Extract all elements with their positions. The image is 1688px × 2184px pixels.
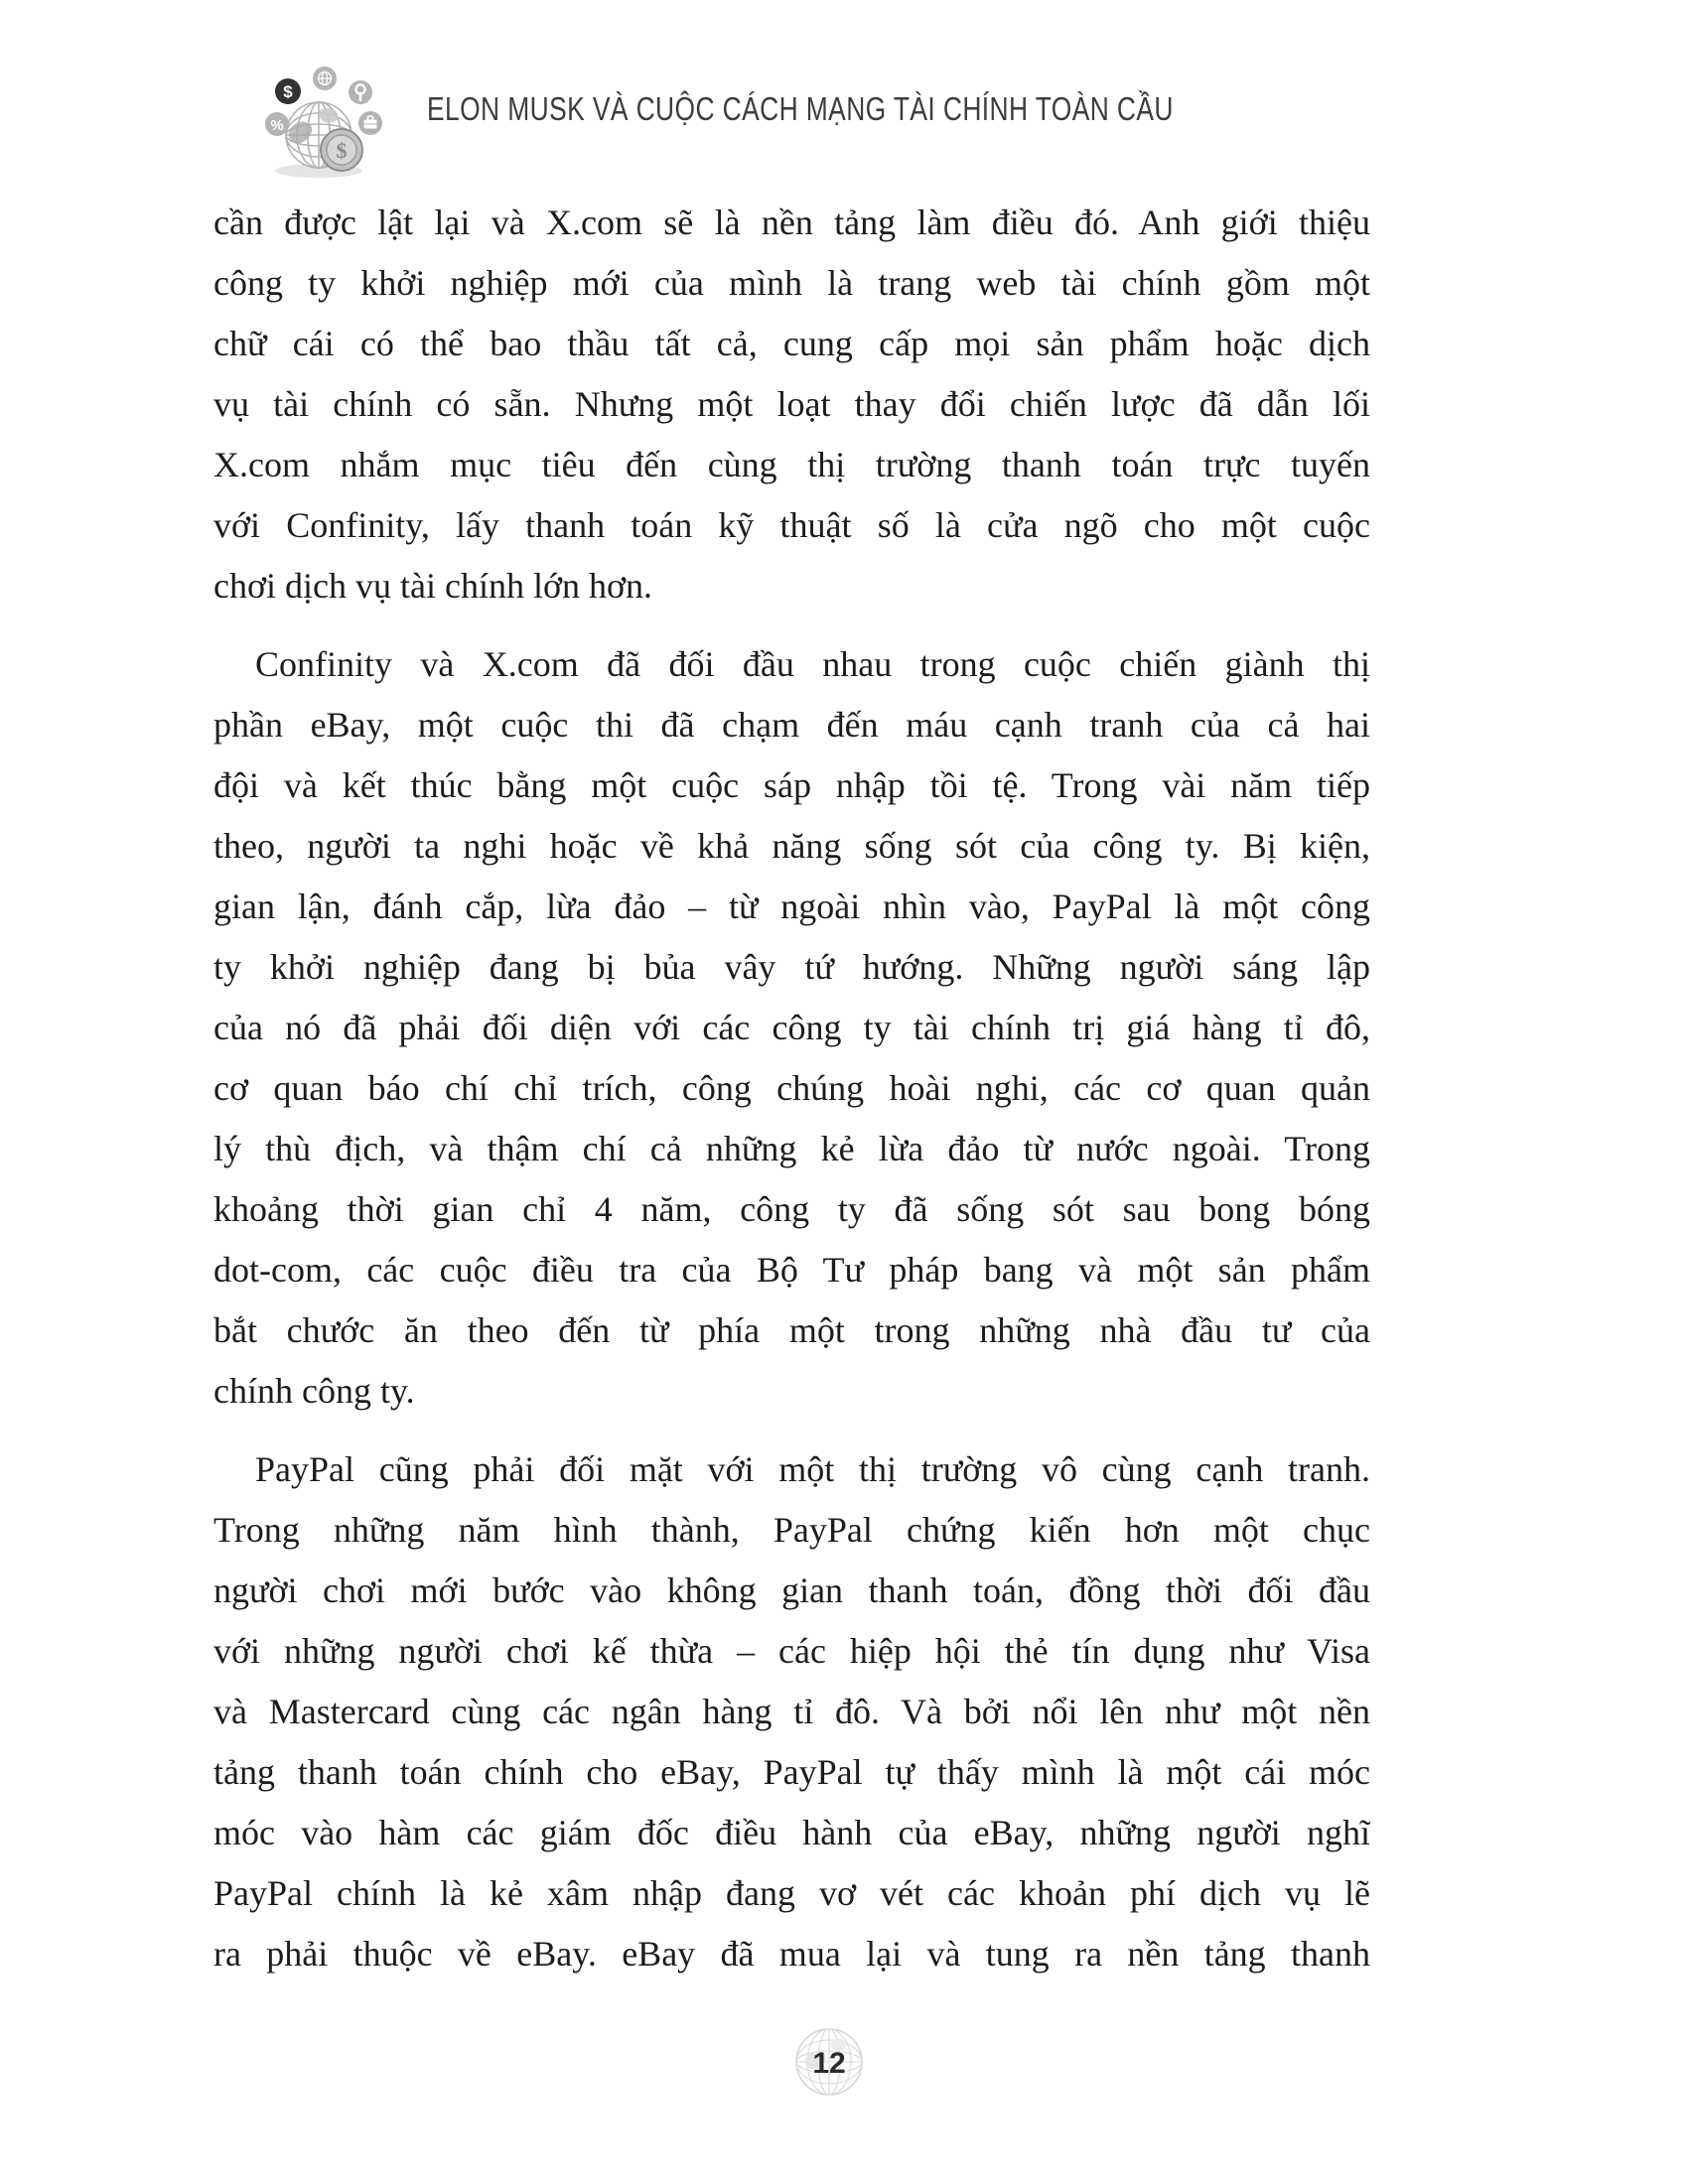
body-line: PayPal cũng phải đối mặt với một thị trường vô cùng cạnh tranh. (255, 1449, 1370, 1489)
body-line: cơ quan báo chí chỉ trích, công chúng hoài nghi, các cơ quan quản (213, 1068, 1370, 1108)
body-line: theo, người ta nghi hoặc về khả năng sống sót của công ty. Bị kiện, (213, 826, 1370, 866)
briefcase-icon (358, 111, 382, 135)
percent-badge-icon (265, 112, 289, 136)
page-number: 12 (812, 2047, 846, 2080)
body-line: Confinity và X.com đã đối đầu nhau trong cuộc chiến giành thị (255, 644, 1370, 684)
body-line: chính công ty. (213, 1371, 415, 1411)
body-line: X.com nhắm mục tiêu đến cùng thị trường thanh toán trực tuyến (213, 445, 1370, 484)
body-line: bắt chước ăn theo đến từ phía một trong những nhà đầu tư của (213, 1310, 1370, 1350)
body-line: tảng thanh toán chính cho eBay, PayPal tự thấy mình là một cái móc (213, 1752, 1370, 1792)
location-pin-icon (349, 80, 372, 104)
body-line: dot-com, các cuộc điều tra của Bộ Tư pháp bang và một sản phẩm (213, 1250, 1370, 1290)
body-line: Trong những năm hình thành, PayPal chứng kiến hơn một chục (213, 1510, 1370, 1550)
body-line: của nó đã phải đối diện với các công ty tài chính trị giá hàng tỉ đô, (213, 1008, 1370, 1047)
body-line: với những người chơi kế thừa – các hiệp hội thẻ tín dụng như Visa (213, 1631, 1370, 1671)
body-line: với Confinity, lấy thanh toán kỹ thuật số là cửa ngõ cho một cuộc (213, 505, 1370, 545)
body-line: người chơi mới bước vào không gian thanh toán, đồng thời đối đầu (213, 1570, 1370, 1610)
body-line: cần được lật lại và X.com sẽ là nền tảng làm điều đó. Anh giới thiệu (213, 203, 1370, 242)
body-line: công ty khởi nghiệp mới của mình là trang web tài chính gồm một (213, 263, 1370, 303)
body-line: và Mastercard cùng các ngân hàng tỉ đô. Và bởi nổi lên như một nền (213, 1692, 1370, 1731)
dollar-badge-glyph: $ (283, 82, 293, 101)
body-line: đội và kết thúc bằng một cuộc sáp nhập tồi tệ. Trong vài năm tiếp (213, 765, 1370, 805)
body-text (213, 193, 1370, 1984)
body-paragraph (213, 193, 1370, 616)
dollar-coin-icon (321, 129, 362, 171)
body-line: phần eBay, một cuộc thi đã chạm đến máu cạnh tranh của cả hai (213, 705, 1370, 745)
body-paragraph (213, 634, 1370, 1422)
dollar-badge-icon (275, 78, 301, 104)
percent-badge-glyph: % (270, 117, 284, 134)
body-line: PayPal chính là kẻ xâm nhập đang vơ vét các khoản phí dịch vụ lẽ (213, 1873, 1370, 1913)
body-line: chữ cái có thể bao thầu tất cả, cung cấp mọi sản phẩm hoặc dịch (213, 324, 1370, 363)
body-line: vụ tài chính có sẵn. Nhưng một loạt thay đổi chiến lược đã dẫn lối (213, 384, 1370, 424)
page-number-globe (794, 2027, 864, 2097)
body-paragraph (213, 1439, 1370, 1984)
body-line: chơi dịch vụ tài chính lớn hơn. (213, 566, 653, 606)
body-line: gian lận, đánh cắp, lừa đảo – từ ngoài nhìn vào, PayPal là một công (213, 887, 1370, 926)
running-head-title: ELON MUSK VÀ CUỘC CÁCH MẠNG TÀI CHÍNH TOÀN CẦU (427, 90, 1174, 127)
body-line: khoảng thời gian chỉ 4 năm, công ty đã sống sót sau bong bóng (213, 1189, 1370, 1229)
body-line: lý thù địch, và thậm chí cả những kẻ lừa đảo từ nước ngoài. Trong (213, 1129, 1370, 1168)
coin-dollar-glyph: $ (336, 138, 348, 163)
body-line: ra phải thuộc về eBay. eBay đã mua lại và tung ra nền tảng thanh (213, 1934, 1370, 1974)
mini-globe-icon (313, 67, 337, 90)
body-line: ty khởi nghiệp đang bị bủa vây tứ hướng. Những người sáng lập (213, 947, 1370, 987)
body-line: móc vào hàm các giám đốc điều hành của eBay, những người nghĩ (213, 1813, 1370, 1852)
finance-globe-logo (230, 34, 419, 185)
